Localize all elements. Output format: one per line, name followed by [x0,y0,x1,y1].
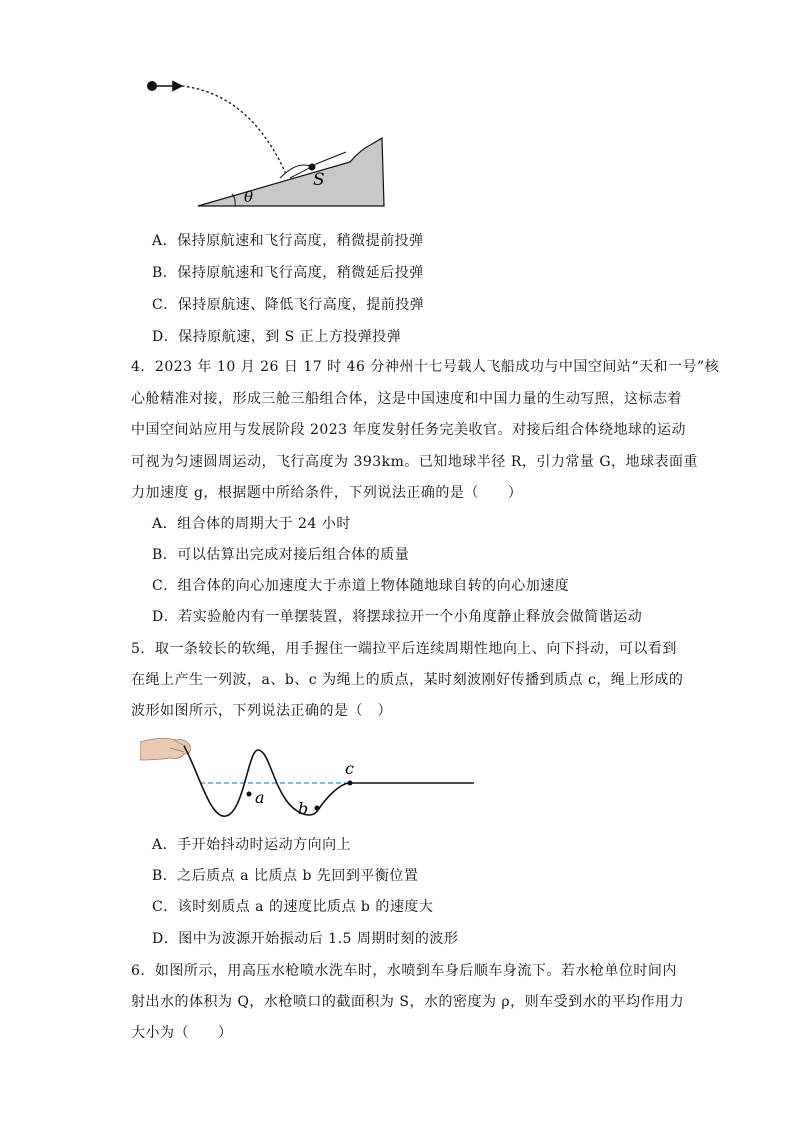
label-b: b [298,799,309,818]
q3-option-d: D．保持原航速，到 S 正上方投弹投弹 [152,329,402,345]
q3-option-c: C．保持原航速、降低飞行高度，提前投弹 [152,297,425,313]
q5-line-1: 5．取一条较长的软绳，用手握住一端拉平后连续周期性地向上、向下抖动，可以看到 [131,641,677,657]
point-a [247,792,252,797]
label-theta: θ [244,188,254,206]
q4-option-a: A．组合体的周期大于 24 小时 [152,516,351,532]
wave-curve [184,746,474,816]
plane-dot [147,81,157,91]
point-c [348,781,353,786]
q4-line-2: 心舱精准对接，形成三舱三船组合体，这是中国速度和中国力量的生动写照，这标志着 [131,391,682,407]
q3-option-a: A．保持原航速和飞行高度，稍微提前投弹 [152,233,424,249]
point-b [315,806,320,811]
q5-line-2: 在绳上产生一列波，a、b、c 为绳上的质点，某时刻波刚好传播到质点 c，绳上形成的 [131,672,684,688]
q5-option-c: C．该时刻质点 a 的速度比质点 b 的速度大 [152,899,434,915]
q4-option-d: D．若实验舱内有一单摆装置，将摆球拉开一个小角度静止释放会做简谐运动 [152,609,643,625]
q4-option-c: C．组合体的向心加速度大于赤道上物体随地球自转的向心加速度 [152,578,570,594]
q6-line-2: 射出水的体积为 Q，水枪喷口的截面积为 S，水的密度为 ρ，则车受到水的平均作用力 [131,994,685,1010]
slope-projectile-figure [140,72,390,212]
q6-line-3: 大小为（ ） [131,1025,233,1041]
q4-line-5: 力加速度 g，根据题中所给条件，下列说法正确的是（ ） [131,485,523,501]
hand-icon [140,738,190,760]
rope-wave-figure [140,730,480,822]
q5-option-d: D．图中为波源开始振动后 1.5 周期时刻的波形 [152,931,459,947]
label-s: S [313,170,325,190]
q4-line-4: 可视为匀速圆周运动，飞行高度为 393km。已知地球半径 R，引力常量 G，地球表面重 [131,454,699,470]
q5-line-3: 波形如图所示，下列说法正确的是（ ） [131,703,392,719]
slope-shape [198,138,384,206]
q5-option-a: A．手开始抖动时运动方向向上 [152,837,352,853]
q4-option-b: B．可以估算出完成对接后组合体的质量 [152,547,410,563]
trajectory-path [182,86,286,174]
label-a: a [255,788,265,807]
q5-option-b: B．之后质点 a 比质点 b 先回到平衡位置 [152,868,419,884]
q4-line-1: 4．2023 年 10 月 26 日 17 时 46 分神州十七号载人飞船成功与中国空间站“天和一号”核 [131,359,720,375]
q4-line-3: 中国空间站应用与发展阶段 2023 年度发射任务完美收官。对接后组合体绕地球的运动 [131,422,687,438]
q3-option-b: B．保持原航速和飞行高度，稍微延后投弹 [152,265,424,281]
label-c: c [345,759,354,778]
q6-line-1: 6．如图所示，用高压水枪喷水洗车时，水喷到车身后顺车身流下。若水枪单位时间内 [131,963,677,979]
